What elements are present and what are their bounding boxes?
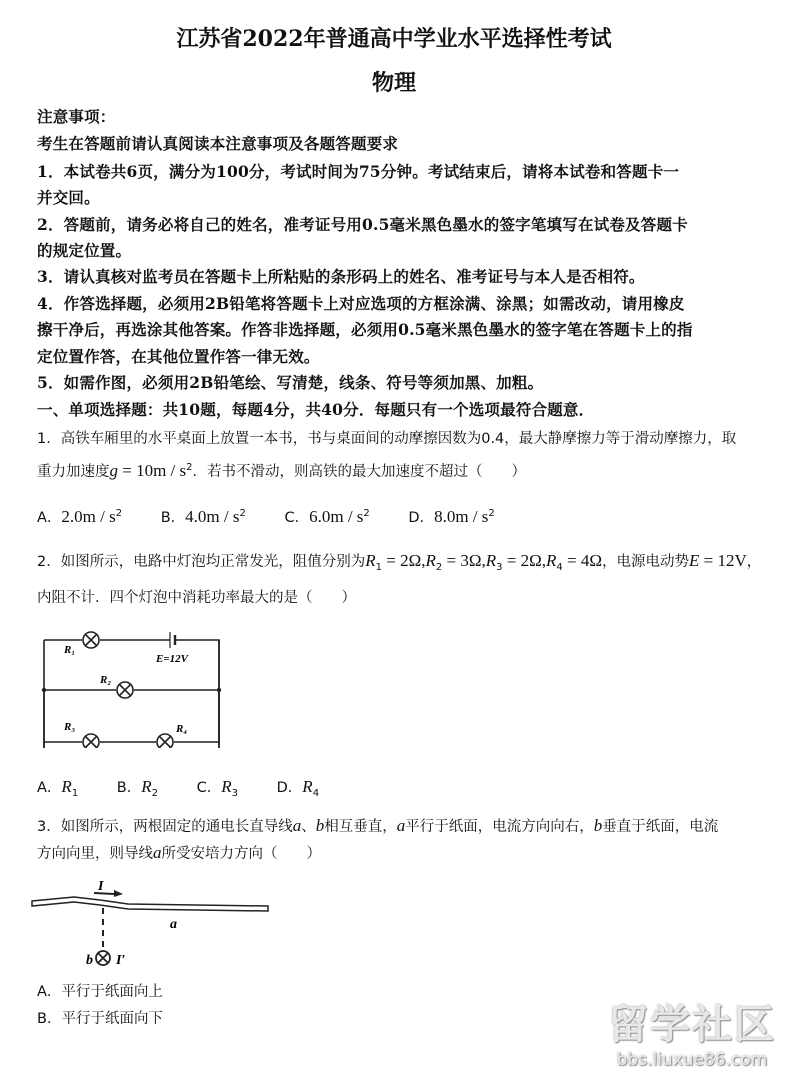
watermark-url: bbs.liuxue86.com bbox=[616, 1050, 768, 1070]
label-r1: R₁ bbox=[64, 644, 76, 656]
label-r4: R₄ bbox=[176, 723, 188, 735]
q3-line1: 3．如图所示，两根固定的通电长直导线a、b相互垂直，a平行于纸面，电流方向向右，b垂直于纸面，电流 bbox=[37, 816, 719, 835]
label-wire-a: a bbox=[170, 917, 177, 932]
label-current-i: I bbox=[98, 879, 104, 894]
q2-option-a[interactable]: A．$R_1$ bbox=[37, 777, 79, 799]
current-arrow-icon bbox=[114, 890, 123, 897]
note-line: 擦干净后，再选涂其他答案。作答非选择题，必须用0.5毫米黑色墨水的签字笔在答题卡上的指 bbox=[37, 320, 693, 339]
note-line: 的规定位置。 bbox=[37, 241, 132, 260]
label-r2: R₂ bbox=[100, 674, 112, 686]
exam-title: 江苏省2022年普通高中学业水平选择性考试 bbox=[176, 26, 612, 52]
q1-option-a[interactable]: A．$2.0m / s^2$ bbox=[37, 507, 123, 526]
notes-heading: 注意事项： bbox=[37, 107, 116, 126]
q2-line1: 2．如图所示，电路中灯泡均正常发光，阻值分别为$R_1 = 2\Omega,R_2 = 3\Omega,R_3 = 2\Omega,R_4 = 4\Omega$，电源电动势E = 12V， bbox=[37, 551, 762, 573]
note-line: 1．本试卷共6页，满分为100分，考试时间为75分钟。考试结束后，请将本试卷和答题卡一 bbox=[37, 162, 680, 181]
q3-option-a[interactable]: A．平行于纸面向上 bbox=[37, 984, 163, 1000]
math-g: g bbox=[109, 461, 118, 480]
section-heading: 一、单项选择题：共10题，每题4分，共40分．每题只有一个选项最符合题意． bbox=[37, 400, 595, 419]
current-into-page-icon bbox=[96, 951, 110, 965]
subject-title: 物理 bbox=[371, 70, 416, 96]
lamp-r3-icon bbox=[83, 734, 99, 750]
q2-options bbox=[37, 776, 353, 799]
wire-diagram bbox=[28, 870, 278, 975]
note-line: 2．答题前，请务必将自己的姓名，准考证号用0.5毫米黑色墨水的签字笔填写在试卷及答题卡 bbox=[37, 215, 688, 234]
note-line: 3．请认真核对监考员在答题卡上所粘贴的条形码上的姓名、准考证号与本人是否相符。 bbox=[37, 267, 645, 286]
note-line: 并交回。 bbox=[37, 188, 100, 207]
label-wire-b: b bbox=[86, 953, 93, 968]
watermark bbox=[608, 993, 776, 1070]
math-sup: 2 bbox=[186, 462, 193, 474]
q1-option-d[interactable]: D．$8.0m / s^2$ bbox=[408, 507, 495, 526]
lamp-r2-icon bbox=[117, 682, 133, 698]
note-line: 5．如需作图，必须用2B铅笔绘、写清楚，线条、符号等须加黑、加粗。 bbox=[37, 373, 544, 392]
note-line: 定位置作答，在其他位置作答一律无效。 bbox=[37, 347, 320, 366]
label-emf: E=12V bbox=[156, 653, 188, 665]
label-r3: R₃ bbox=[64, 721, 76, 733]
q2-option-c[interactable]: C．$R_3$ bbox=[196, 777, 239, 799]
q1-text: ．若书不滑动，则高铁的最大加速度不超过（ ） bbox=[192, 464, 527, 480]
math-g-value: = 10m / s bbox=[118, 461, 187, 480]
q1-option-c[interactable]: C．$6.0m / s^2$ bbox=[284, 507, 370, 526]
note-line: 4．作答选择题，必须用2B铅笔将答题卡上对应选项的方框涂满、涂黑；如需改动，请用橡皮 bbox=[37, 294, 685, 313]
q3-line2: 方向向里，则导线a所受安培力方向（ ） bbox=[37, 843, 321, 862]
watermark-logo: 留学社区 bbox=[608, 1002, 776, 1048]
q1-line2 bbox=[37, 460, 526, 481]
q2-option-d[interactable]: D．$R_4$ bbox=[276, 777, 320, 799]
label-current-i-prime: I′ bbox=[116, 953, 126, 968]
q1-line1: 1．高铁车厢里的水平桌面上放置一本书，书与桌面间的动摩擦因数为0.4，最大静摩擦力等于滑动摩擦力，取 bbox=[37, 431, 737, 447]
q1-options bbox=[37, 506, 529, 527]
q1-text: 重力加速度 bbox=[37, 464, 110, 480]
q3-option-b[interactable]: B．平行于纸面向下 bbox=[37, 1011, 163, 1027]
q1-option-b[interactable]: B．$4.0m / s^2$ bbox=[160, 507, 246, 526]
notes-intro: 考生在答题前请认真阅读本注意事项及各题答题要求 bbox=[37, 134, 399, 153]
q2-option-b[interactable]: B．$R_2$ bbox=[116, 777, 159, 799]
lamp-r1-icon bbox=[83, 632, 99, 648]
circuit-diagram bbox=[36, 620, 226, 760]
q2-line2: 内阻不计．四个灯泡中消耗功率最大的是（ ） bbox=[37, 590, 356, 606]
lamp-r4-icon bbox=[157, 734, 173, 750]
